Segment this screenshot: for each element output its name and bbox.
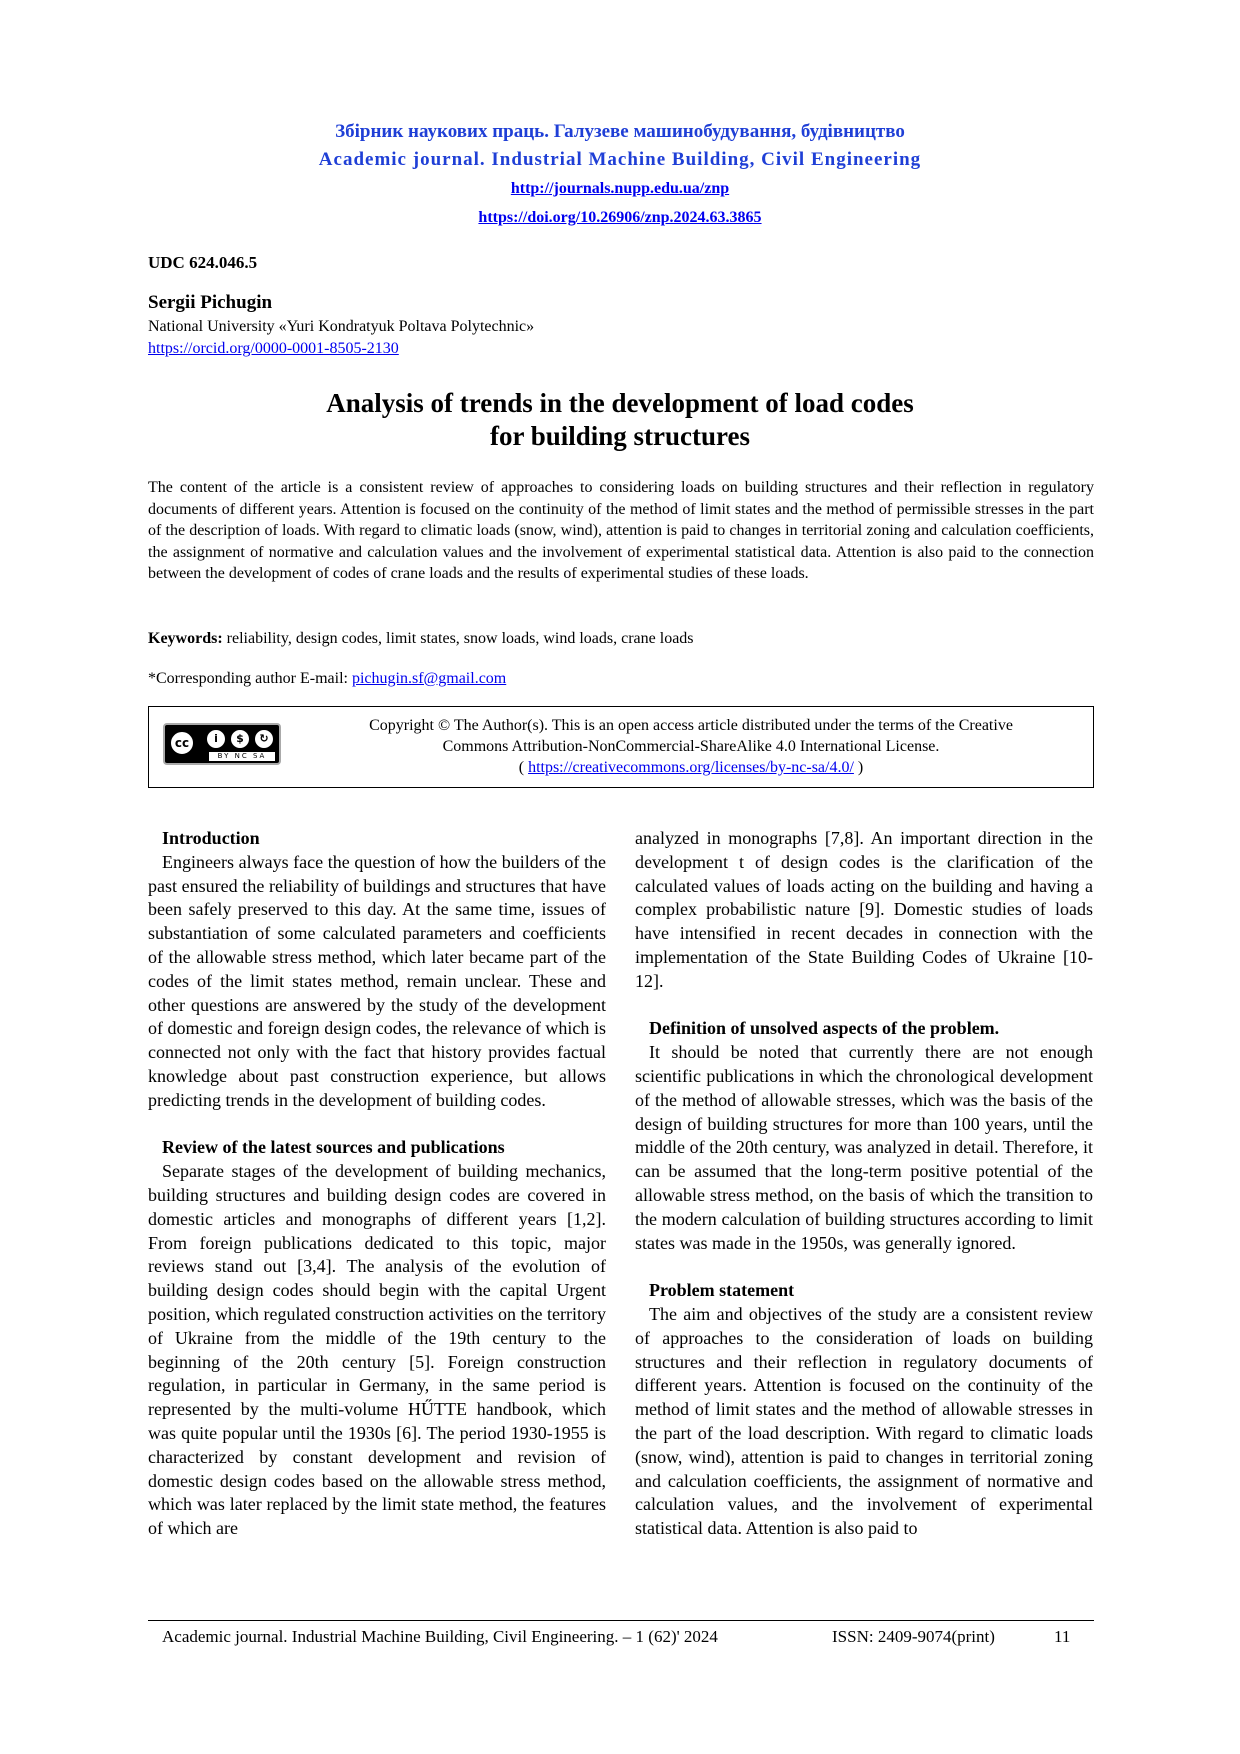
cc-license-icon[interactable]	[163, 723, 281, 765]
license-link[interactable]: https://creativecommons.org/licenses/by-nc-sa/4.0/	[528, 759, 854, 776]
keywords-label: Keywords:	[148, 630, 223, 647]
author-block	[148, 292, 534, 360]
article-title-line2: for building structures	[489, 421, 751, 451]
author-affiliation: National University «Yuri Kondratyuk Poltava Polytechnic»	[148, 318, 535, 335]
introduction-text: Engineers always face the question of how the builders of the past ensured the reliability of buildings and structures that have been safely preserved to this day. At the same time, issues of substantiation of some calculated parameters and coefficients of the allowable stress method, which later became part of the codes of the limit states method, remain unclear. These and other questions are answered by the study of the development of domestic and foreign design codes, the relevance of which is connected not only with the fact that history provides factual knowledge about past construction experience, but allows predicting trends in the development of building codes.	[148, 851, 606, 1110]
corresponding-author	[148, 668, 1094, 689]
review-text-continued: analyzed in monographs [7,8]. An important direction in the development t of design codes is the clarification of the calculated values of loads acting on the building and having a complex probabilistic nature [9]. Domestic studies of loads have intensified in recent decades in connection with the implementation of the State Building Codes of Ukraine [10-12].	[635, 828, 1093, 991]
license-line2: Commons Attribution-NonCommercial-ShareAlike 4.0 International License.	[442, 738, 940, 755]
problem-text: The aim and objectives of the study are a consistent review of approaches to the consideration of loads on building structures and their reflection in regulatory documents of different years. Attention is focused on the continuity of the method of limit states and the method of allowable stresses in the part of the load description. With regard to climatic loads (snow, wind), attention is paid to changes in territorial zoning and calculation coefficients, the assignment of normative and calculation values, and the involvement of experimental statistical data. Attention is also paid to	[635, 1303, 1093, 1539]
nc-icon: $	[229, 728, 251, 750]
email-link[interactable]: pichugin.sf@gmail.com	[351, 670, 507, 687]
license-box	[148, 706, 1094, 788]
problem-heading: Problem statement	[649, 1280, 795, 1301]
license-text: Copyright © The Author(s). This is an open access article distributed under the terms of the Creative Commons Attribution-NonCommercial-ShareAlike 4.0 International License. ( https://creativecommons.org/licenses/by-nc-sa/4.0/ )	[299, 715, 1083, 778]
abstract: The content of the article is a consistent review of approaches to considering loads on building structures and their reflection in regulatory documents of different years. Attention is focused on the continuity of the method of limit states and the method of permissible stresses in the part of the description of loads. With regard to climatic loads (snow, wind), attention is paid to changes in territorial zoning and calculation coefficients, the assignment of normative and calculation values and the involvement of experimental statistical data. Attention is also paid to the connection between the development of codes of crane loads and the results of experimental studies of these loads.	[148, 479, 1094, 582]
cc-icon: cc	[169, 730, 195, 756]
article-title	[0, 387, 1240, 453]
by-icon: i	[205, 728, 227, 750]
journal-title-ua: Збірник наукових праць. Галузеве машинобудування, будівництво	[335, 121, 905, 142]
journal-title-en: Academic journal. Industrial Machine Building, Civil Engineering	[318, 149, 922, 170]
page-number: 11	[1054, 1627, 1071, 1646]
introduction-heading: Introduction	[162, 828, 260, 848]
review-heading: Review of the latest sources and publications	[162, 1137, 505, 1158]
license-line1: Copyright © The Author(s). This is an open access article distributed under the terms of the Creative	[369, 717, 1013, 734]
keywords-text: reliability, design codes, limit states, snow loads, wind loads, crane loads	[226, 630, 694, 647]
unsolved-text: It should be noted that currently there are not enough scientific publications in which the chronological development of the method of allowable stresses, which was the basis of the design of building structures for more than 100 years, until the middle of the 20th century, was analyzed in detail. Therefore, it can be assumed that the long-term positive potential of the allowable stress method, on the basis of which the transition to the modern calculation of building structures according to limit states was made in the 1950s, was generally ignored.	[635, 1042, 1093, 1253]
journal-url-link[interactable]: http://journals.nupp.edu.ua/znp	[510, 180, 730, 197]
orcid-link[interactable]: https://orcid.org/0000-0001-8505-2130	[148, 340, 399, 357]
footer-citation: Academic journal. Industrial Machine Building, Civil Engineering. – 1 (62)' 2024	[162, 1627, 718, 1646]
keywords	[148, 628, 1094, 649]
footer-issn: ISSN: 2409-9074(print)	[832, 1627, 995, 1646]
review-text: Separate stages of the development of building mechanics, building structures and building design codes are covered in domestic articles and monographs of different years [1,2]. From foreign publications dedicated to this topic, major reviews stand out [3,4]. The analysis of the evolution of building design codes should begin with the capital Urgent position, which regulated construction activities on the territory of Ukraine from the middle of the 19th century to the beginning of the 20th century [5]. Foreign construction regulation, in particular in Germany, in the same period is represented by the multi-volume HŰTTE handbook, which was quite popular until the 1930s [6]. The period 1930-1955 is characterized by constant development and revision of domestic design codes based on the allowable stress method, which was later replaced by the limit state method, the features of which are	[148, 1161, 606, 1539]
corresponding-label: *Corresponding author E-mail:	[148, 670, 348, 687]
author-name: Sergii Pichugin	[148, 292, 273, 313]
right-column	[635, 827, 1093, 1541]
article-title-line1: Analysis of trends in the development of load codes	[326, 388, 914, 418]
left-column	[148, 827, 606, 1541]
udc-code: UDC 624.046.5	[148, 253, 258, 272]
unsolved-heading: Definition of unsolved aspects of the problem.	[649, 1018, 1000, 1039]
sa-icon: ↻	[253, 728, 275, 750]
doi-link[interactable]: https://doi.org/10.26906/znp.2024.63.3865	[478, 209, 762, 226]
journal-header	[0, 118, 1240, 232]
cc-badge-text: BY NC SA	[209, 752, 275, 761]
footer-rule	[148, 1620, 1094, 1621]
